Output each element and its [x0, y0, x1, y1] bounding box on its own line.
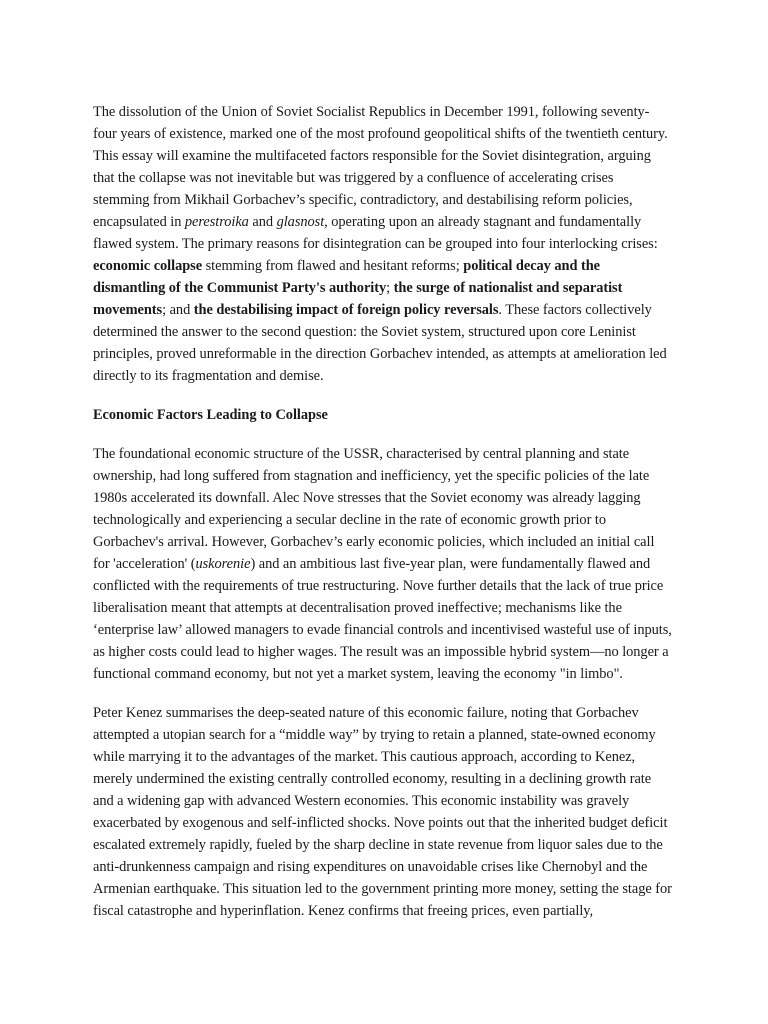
intro-text-4: ;: [386, 280, 394, 296]
intro-text-1: The dissolution of the Union of Soviet Socialist Republics in December 1991, following seventy-four years of existence, marked one of the most profound geopolitical shifts of the twentieth century. This essay will examine the multifaceted factors responsible for the Soviet disintegration, arguing that the collapse was not inevitable but was triggered by a confluence of accelerating crises stemming from Mikhail Gorbachev’s specific, contradictory, and destabilising reform policies, encapsulated in: [93, 104, 668, 230]
intro-text-and: and: [248, 214, 277, 230]
intro-text-5: ; and: [162, 302, 194, 318]
intro-text-3: stemming from flawed and hesitant reforms;: [202, 258, 464, 274]
intro-text-2: , operating upon an already stagnant and fundamentally flawed system. The primary reasons for disintegration can be grouped into four interlocking crises:: [93, 214, 658, 252]
crisis-economic: economic collapse: [93, 258, 203, 274]
para2-text-2: ) and an ambitious last five-year plan, were fundamentally flawed and conflicted with the requirements of true restructuring. Nove further details that the lack of true price liberalisation meant that attempts at decentralisation proved ineffective; mechanisms like the ‘enterprise law’ allowed managers to evade financial controls and incentivised wasteful use of inputs, as higher costs could lead to higher wages. The result was an impossible hybrid system—no longer a functional command economy, but not yet a market system, leaving the economy "in limbo".: [93, 556, 672, 682]
economic-paragraph-1: [93, 443, 673, 685]
para2-text-1: The foundational economic structure of the USSR, characterised by central planning and state ownership, had long suffered from stagnation and inefficiency, yet the specific policies of the late 1980s accelerated its downfall. Alec Nove stresses that the Soviet economy was already lagging technologically and experiencing a secular decline in the rate of economic growth prior to Gorbachev's arrival. However, Gorbachev’s early economic policies, which included an initial call for 'acceleration' (: [93, 446, 655, 572]
economic-paragraph-2: Peter Kenez summarises the deep-seated nature of this economic failure, noting that Gorbachev attempted a utopian search for a “middle way” by trying to retain a planned, state-owned economy while marrying it to the advantages of the market. This cautious approach, according to Kenez, merely undermined the existing centrally controlled economy, resulting in a declining growth rate and a widening gap with advanced Western economies. This economic instability was gravely exacerbated by exogenous and self-inflicted shocks. Nove points out that the inherited budget deficit escalated extremely rapidly, fueled by the sharp decline in state revenue from liquor sales due to the anti-drunkenness campaign and rising expenditures on unavoidable crises like Chernobyl and the Armenian earthquake. This situation led to the government printing more money, setting the stage for fiscal catastrophe and hyperinflation. Kenez confirms that freeing prices, even partially,: [93, 705, 672, 919]
intro-text-6: . These factors collectively determined the answer to the second question: the Soviet system, structured upon core Leninist principles, proved unreformable in the direction Gorbachev intended, as attempts at amelioration led directly to its fragmentation and demise.: [93, 302, 667, 384]
crisis-political: political decay and the dismantling of the Communist Party's authority: [93, 258, 600, 296]
crisis-foreign-policy: the destabilising impact of foreign policy reversals: [193, 302, 499, 318]
crisis-nationalist: the surge of nationalist and separatist movements: [93, 280, 623, 318]
term-glasnost: glasnost: [276, 214, 325, 230]
intro-paragraph: [93, 101, 673, 387]
essay-body: [93, 101, 673, 939]
term-perestroika: perestroika: [184, 214, 249, 230]
section-heading: Economic Factors Leading to Collapse: [93, 407, 328, 423]
term-uskorenie: uskorenie: [195, 556, 251, 572]
